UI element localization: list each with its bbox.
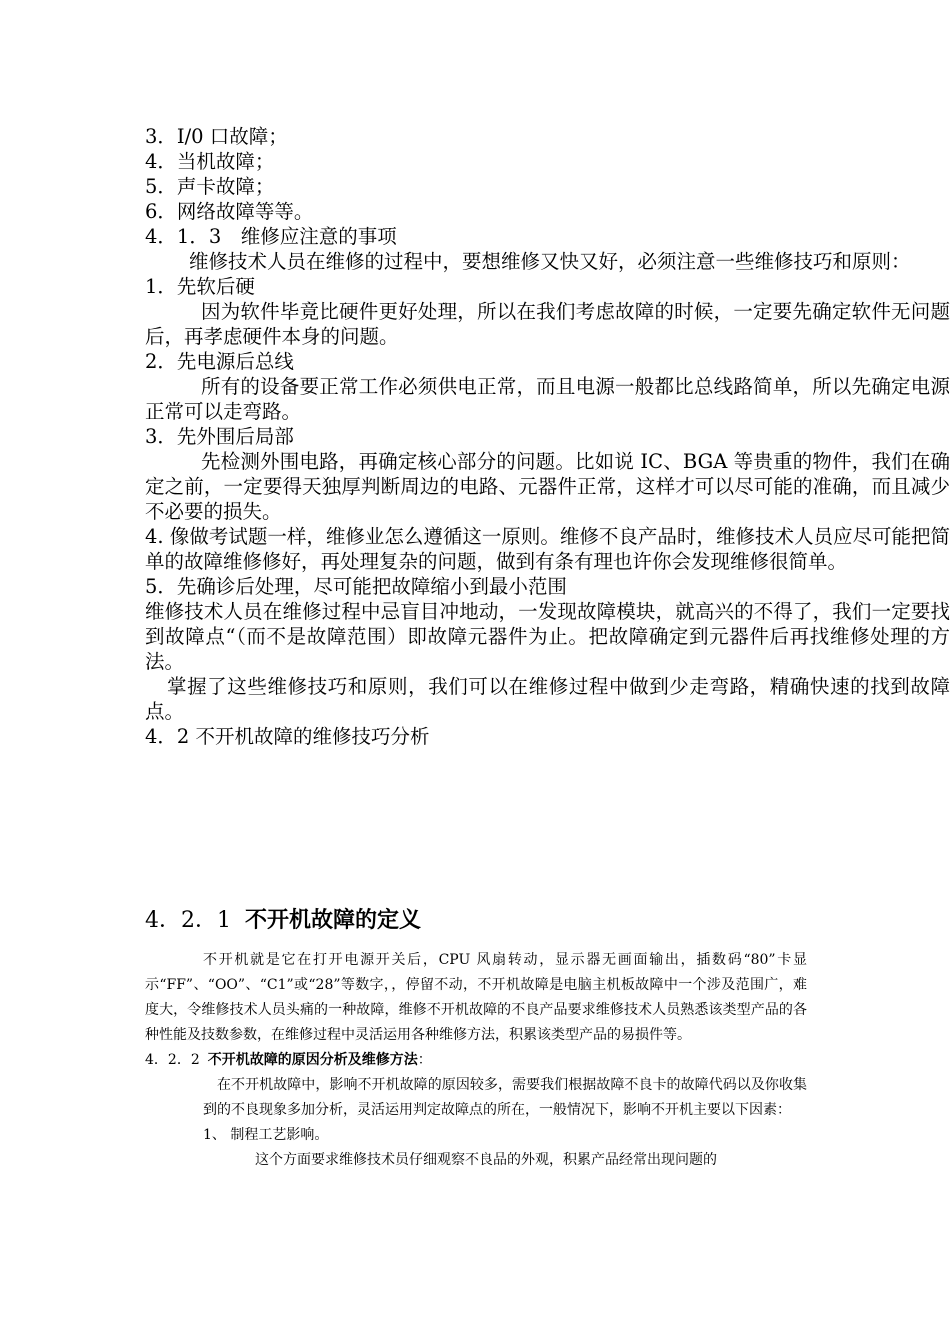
list-item: 5．声卡故障；: [145, 175, 275, 198]
paragraph: 先检测外围电路，再确定核心部分的问题。比如说 IC、BGA 等贵重的物件，我们在确定之前，一定要得天独厚判断周边的电路、元器件正常，这样才可以尽可能的准确，而且减少不必要的损失。: [145, 450, 950, 523]
subsection-heading: [145, 1048, 807, 1073]
section-number: 4．2．1: [145, 908, 231, 933]
list-item: 4．当机故障；: [145, 150, 275, 173]
section-title-text: 不开机故障的定义: [245, 908, 422, 933]
list-item: 3．I/0 口故障；: [145, 125, 288, 148]
list-item: 1、 制程工艺影响。: [203, 1127, 329, 1143]
principle-heading: 1．先软后硬: [145, 275, 255, 298]
subsection-number: 4．2．2: [145, 1052, 200, 1068]
paragraph: 掌握了这些维修技巧和原则，我们可以在维修过程中做到少走弯路，精确快速的找到故障点。: [145, 675, 950, 723]
principle-heading: 5．先确诊后处理，尽可能把故障缩小到最小范围: [145, 575, 567, 598]
list-item: 6．网络故障等等。: [145, 200, 314, 223]
paragraph: 因为软件毕竟比硬件更好处理，所以在我们考虑故障的时候，一定要先确定软件无问题后，再孝虑硬件本身的问题。: [145, 300, 950, 348]
principle-heading: 3．先外围后局部: [145, 425, 294, 448]
paragraph: 这个方面要求维修技术员仔细观察不良品的外观，积累产品经常出现问题的: [255, 1152, 717, 1168]
section-body: [145, 948, 807, 1173]
paragraph: 4. 像做考试题一样，维修业怎么遵循这一原则。维修不良产品时，维修技术人员应尽可能把简单的故障维修修好，再处理复杂的问题，做到有条有理也许你会发现维修很简单。: [145, 525, 950, 573]
paragraph: 维修技术人员在维修过程中忌盲目冲地动，一发现故障模块，就高兴的不得了，我们一定要找到故障点“（而不是故障范围）即故障元器件为止。把故障确定到元器件后再找维修处理的方法。: [145, 600, 950, 673]
upper-text-block: [145, 124, 950, 749]
subsection-title: 不开机故障的原因分析及维修方法: [207, 1052, 418, 1068]
paragraph: 不开机就是它在打开电源开关后，CPU 风扇转动，显示器无画面输出，插数码“80”卡显示“FF”、“OO”、“C1”或“28”等数字，，停留不动，不开机故障是电脑主机板故障中一个涉及范围广，难度大，令维修技术人员头痛的一种故障，维修不开机故障的不良产品要求维修技术人员熟悉该类型产品的各种性能及技数参数，在维修过程中灵活运用各种维修方法，积累该类型产品的易损件等。: [145, 952, 807, 1043]
subsection-heading: 4．1．3 维修应注意的事项: [145, 225, 397, 248]
paragraph: 所有的设备要正常工作必须供电正常，而且电源一般都比总线路简单，所以先确定电源正常可以走弯路。: [145, 375, 950, 423]
subsection-colon: ：: [417, 1052, 432, 1068]
subsection-body: [145, 1073, 807, 1173]
paragraph: 在不开机故障中，影响不开机故障的原因较多，需要我们根据故障不良卡的故障代码以及你收集到的不良现象多加分析，灵活运用判定故障点的所在，一般情况下，影响不开机主要以下因素：: [203, 1077, 807, 1118]
section-heading: 4．2 不开机故障的维修技巧分析: [145, 725, 430, 748]
principle-heading: 2．先电源后总线: [145, 350, 294, 373]
section-title: [145, 906, 845, 936]
paragraph: 维修技术人员在维修的过程中，要想维修又快又好，必须注意一些维修技巧和原则：: [189, 250, 911, 273]
